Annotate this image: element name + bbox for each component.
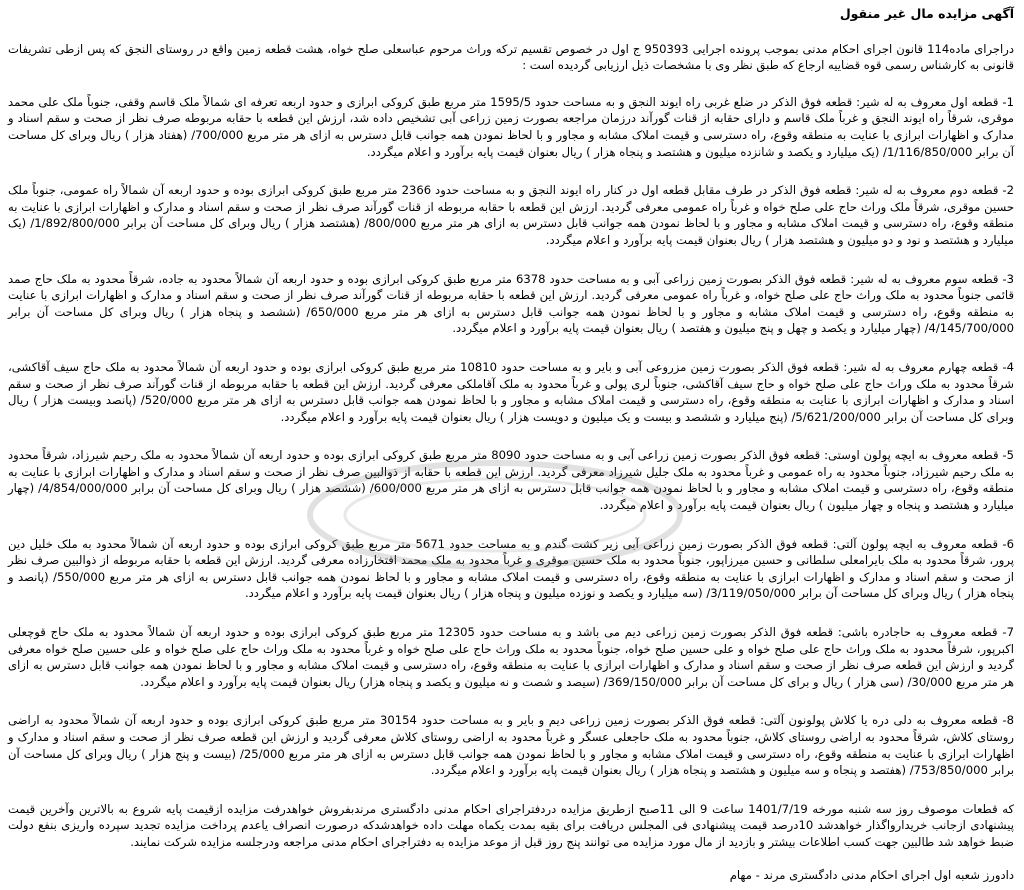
parcel-item-2: 2- قطعه دوم معروف به له شیر: قطعه فوق الذکر در طرف مقابل قطعه اول در کنار راه ایوند النجق و به مساحت حدود 2366 متر مربع طبق کروکی ابرازی بوده و حدود اربعه آن شمالاً راه عمومی، جنوباً ملک حسین موقری، شرقاً ملک وراث حاج علی صلح خواه و غرباً راه عمومی معرفی گردید. ارزش این قطعه با حقابه مربوطه از قنات گورآند صرف نظر از صحت و سقم اسناد و مدارک و اظهارات ابرازی با عنایت به منطقه وقوع، راه دسترسی و قیمت املاک مشابه و مجاور و با لحاظ نمودن همه جوانب قابل دسترس به ازای هر متر مربع 800/000/ (هشتصد هزار ) ریال وبرای کل مساحت آن برابر 1/892/800/000/ (یک میلیارد و هشتصد و نود و دو میلیون و هشتصد هزار ) ریال بعنوان قیمت پایه برآورد و اعلام میگردد. [8, 183, 1015, 247]
parcel-item-7: 7- قطعه معروف به حاجادره باشی: قطعه فوق الذکر بصورت زمین زراعی دیم می باشد و به مساحت حدود 12305 متر مربع طبق کروکی ابرازی بوده و حدود اربعه آن شمالاً محدود به ملک حاج قوچعلی اکبرپور، شرقاً محدود به ملک وراث حاج علی صلح خواه و علی حسین صلح خواه، جنوباً محدود به ملک وراث حاج علی صلح خواه و غرباً محدود به ملک وراث حاج علی صلح خواه و علی حسین صلح خواه معرفی گردید و ارزش این قطعه صرف نظر از صحت و سقم اسناد و مدارک و اظهارات ابرازی با عنایت به منطقه وقوع، راه دسترسی و قیمت املاک مشابه و مجاور و با لحاظ نمودن همه جوانب قابل دسترس به ازای هر متر مربع 30/000/ (سی هزار ) ریال و برای کل مساحت آن برابر 369/150/000/ (سیصد و شصت و نه میلیون و یکصد و پنجاه هزار) ریال بعنوان قیمت پایه برآورد و اعلام میگردد. [8, 625, 1014, 689]
closing-paragraph: که قطعات موصوف روز سه شنبه مورخه 1401/7/19 ساعت 9 الی 11صبح ازطریق مزایده دردفتراجرای احکام مدنی دادگستری مرندبفروش خواهدرفت مزایده ازقیمت پایه شروع به بالاترین وآخرین قیمت پیشنهادی ازجانب خریدارواگذار خواهدشد 10درصد قیمت پیشنهادی فی المجلس دریافت برای بقیه بمدت یکماه مهلت داده خواهدشدکه درصورت انصراف یاعدم پرداخت مزایده تجدید سپرده واریزی بنفع دولت ضبط خواهد شد طالبین جهت کسب اطلاعات بیشتر و بازدید از مال مورد مزایده می توانند پنج روز قبل از موعد مزایده به دفتراجرای احکام مدنی مراجعه ودرجلسه مزایده شرکت نمایند. [8, 801, 1014, 849]
parcel-item-3: 3- قطعه سوم معروف به له شیر: قطعه فوق الذکر بصورت زمین زراعی آبی و به مساحت حدود 6378 متر مربع طبق کروکی ابرازی بوده و حدود اربعه آن شمالاً محدود به جاده، شرقاً محدود به ملک حاج صمد قائمی جنوباً محدود به ملک وراث حاج علی صلح خواه، و غرباً راه عمومی معرفی گردید. ارزش این قطعه با حقابه مربوطه از قنات گورآند صرف نظر از صحت و سقم اسناد و مدارک و اظهارات ابرازی با عنایت به منطقه وقوع، راه دسترسی و قیمت املاک مشابه و مجاور و با لحاظ نمودن همه جوانب قابل دسترس به ازای هر متر مربع 650/000/ (ششصد و پنجاه هزار ) ریال وبرای کل مساحت آن برابر 4/145/700/000/ (چهار میلیارد و یکصد و چهل و پنج میلیون و هفتصد ) ریال بعنوان قیمت پایه برآورد و اعلام میگردد. [8, 271, 1014, 336]
parcel-item-4: 4- قطعه چهارم معروف به له شیر: قطعه فوق الذکر بصورت زمین مزروعی آبی و بایر و به مساحت حدود 10810 متر مربع طبق کروکی ابرازی بوده و حدود اربعه آن شمالاً محدود به ملک حاج سیف آقاکشی، شرقاً محدود به ملک وراث حاج علی صلح خواه و حاج سیف آقاکشی، جنوباً لری پولی و غرباً محدود به ملک آقاملکی معرفی گردید. ارزش این قطعه با حقابه مربوطه از قنات گورآند صرف نظر از صحت و سقم اسناد و مدارک و اظهارات ابرازی با عنایت به منطقه وقوع، راه دسترسی و قیمت املاک مشابه و مجاور و با لحاظ نمودن همه جوانب قابل دسترس به ازای هر متر مربع 520/000/ (پانصد وبیست هزار ) ریال وبرای کل مساحت آن برابر 5/621/200/000/ (پنج میلیارد و ششصد و بیست و یک میلیون و دویست هزار ) ریال بعنوان قیمت پایه برآورد و اعلام میگردد. [8, 359, 1014, 424]
intro-paragraph: دراجرای ماده114 قانون اجرای احکام مدنی بموجب پرونده اجرایی 950393 ج اول در خصوص تقسیم ترکه وراث مرحوم عباسعلی صلح خواه، هشت قطعه زمین واقع در روستای النجق که پس ازطی تشریفات قانونی به کارشناس رسمی قوه قضاییه ارجاع که طبق نظر وی با مشخصات ذیل ارزیابی گردیده است : [8, 41, 1015, 73]
parcel-item-8: 8- قطعه معروف به دلی دره یا کلاش پولونون آلتی: قطعه فوق الذکر بصورت زمین زراعی دیم و بایر و به مساحت حدود 30154 متر مربع طبق کروکی ابرازی بوده و حدود اربعه آن شمالاً محدود به اراضی روستای کلاش، شرقاً محدود به اراضی روستای کلاش، جنوباً محدود به ملک حاجعلی عسگر و غرباً محدود به اراضی روستای کلاش معرفی گردید و ارزش این قطعه صرف نظر از صحت و سقم اسناد و مدارک و اظهارات ابرازی با عنایت به منطقه وقوع، راه دسترسی و قیمت املاک مشابه و مجاور و با لحاظ نمودن همه جوانب قابل دسترس به ازای هر متر مربع 25/000/ (بیست و پنج هزار ) ریال وبرای کل مساحت آن برابر 753/850/000/ (هفتصد و پنجاه و سه میلیون و هشتصد و پنجاه هزار ) ریال بعنوان قیمت پایه برآورد و اعلام میگردد. [8, 713, 1014, 778]
signature-line: دادورز شعبه اول اجرای احکام مدنی دادگستری مرند - مهام [729, 867, 1014, 882]
parcel-item-1: 1- قطعه اول معروف به له شیر: قطعه فوق الذکر در ضلع غربی راه ایوند النجق و به مساحت حدود 1595/5 متر مربع طبق کروکی ابرازی و حدود اربعه تعرفه ای شمالاً ملک قاسم وقفی، جنوباً ملک علی محمد موقری، شرقاً راه ایوند النجق و غرباً ملک قاسم و دارای حقابه از قنات گورآند درزمان مراجعه بصورت زمین زراعی آبی تشخیص داده شد، ارزش این قطعه با حقابه مربوطه صرف نظر از صحت و سقم اسناد و مدارک و اظهارات ابرازی با عنایت به منطقه وقوع، راه دسترسی و قیمت املاک مشابه و مجاور و با لحاظ نمودن همه جوانب قابل دسترس به ازای هر متر مربع 700/000/ (هفتاد هزار ) ریال وبرای کل مساحت آن برابر 1/116/850/000/ (یک میلیارد و یکصد و شانزده میلیون و هشتصد و پنجاه هزار ) ریال بعنوان قیمت پایه برآورد و اعلام میگردد. [8, 94, 1014, 159]
parcel-item-6: 6- قطعه معروف به ایچه پولون آلتی: قطعه فوق الذکر بصورت زمین زراعی آبی زیر کشت گندم و به مساحت حدود 5671 متر مربع طبق کروکی ابرازی بوده و حدود اربعه آن شمالاً محدود به ملک خلیل دین پرور، شرقاً محدود به ملک بایرامعلی سلطانی و حسین میرزاپور، جنوباً محدود به ملک حسین موقری و غرباً محدود به ملک محمد افتخارزاده معرفی گردید. ارزش این قطعه با حقابه مربوطه از ذوالبین صرف نظر از صحت و سقم اسناد و مدارک و اظهارات ابرازی با عنایت به منطقه وقوع، راه دسترسی و قیمت املاک مشابه و مجاور و با لحاظ نمودن همه جوانب قابل دسترس به ازای هر متر مربع 550/000/ (پانصد و پنجاه هزار ) ریال وبرای کل مساحت آن برابر 3/119/050/000/ (سه میلیارد و یکصد و نوزده میلیون و پنجاه هزار ) ریال بعنوان قیمت پایه برآورد و اعلام میگردد. [8, 536, 1015, 601]
parcel-item-5: 5- قطعه معروف به ایچه پولون اوستی: قطعه فوق الذکر بصورت زمین زراعی آبی و به مساحت حدود 8090 متر مربع طبق کروکی ابرازی بوده و حدود اربعه آن شمالاً محدود به ملک رحیم شیرزاد، شرقاً محدود به ملک رحیم شیرزاد، جنوباً محدود به راه عمومی و غرباً محدود به ملک جلیل شیرزاد معرفی گردید. ارزش این قطعه با حقابه از ذوالبین صرف نظر از صحت و سقم اسناد و مدارک و اظهارات ابرازی با عنایت به منطقه وقوع، راه دسترسی و قیمت املاک مشابه و مجاور و با لحاظ نمودن همه جوانب قابل دسترس به ازای هر متر مربع 600/000/ (ششصد هزار ) ریال وبرای کل مساحت آن برابر 4/854/000/000/ (چهار میلیارد و هشتصد و پنجاه و چهار میلیون ) ریال بعنوان قیمت پایه برآورد و اعلام میگردد. [8, 448, 1014, 513]
document-title: آگهی مزایده مال غیر منقول [839, 6, 1014, 21]
